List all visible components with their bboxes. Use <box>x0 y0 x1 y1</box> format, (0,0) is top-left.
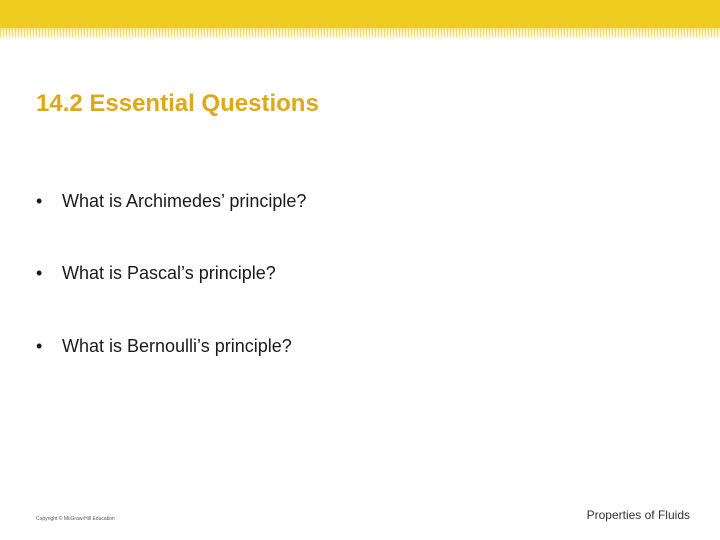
bullet-dot: • <box>36 191 43 211</box>
bullet-item <box>36 263 276 284</box>
bullet-text: What is Pascal’s principle? <box>62 263 276 283</box>
copyright-notice: Copyright © McGraw-Hill Education <box>36 516 115 522</box>
bullet-dot: • <box>36 336 43 356</box>
bullet-text: What is Bernoulli’s principle? <box>62 336 292 356</box>
header-band-fade <box>0 28 720 38</box>
bullet-item <box>36 336 292 357</box>
slide-title: 14.2 Essential Questions <box>36 90 319 117</box>
header-band <box>0 0 720 28</box>
footer-topic: Properties of Fluids <box>586 508 690 522</box>
bullet-text: What is Archimedes’ principle? <box>62 191 307 211</box>
bullet-item <box>36 191 306 212</box>
bullet-dot: • <box>36 263 43 283</box>
